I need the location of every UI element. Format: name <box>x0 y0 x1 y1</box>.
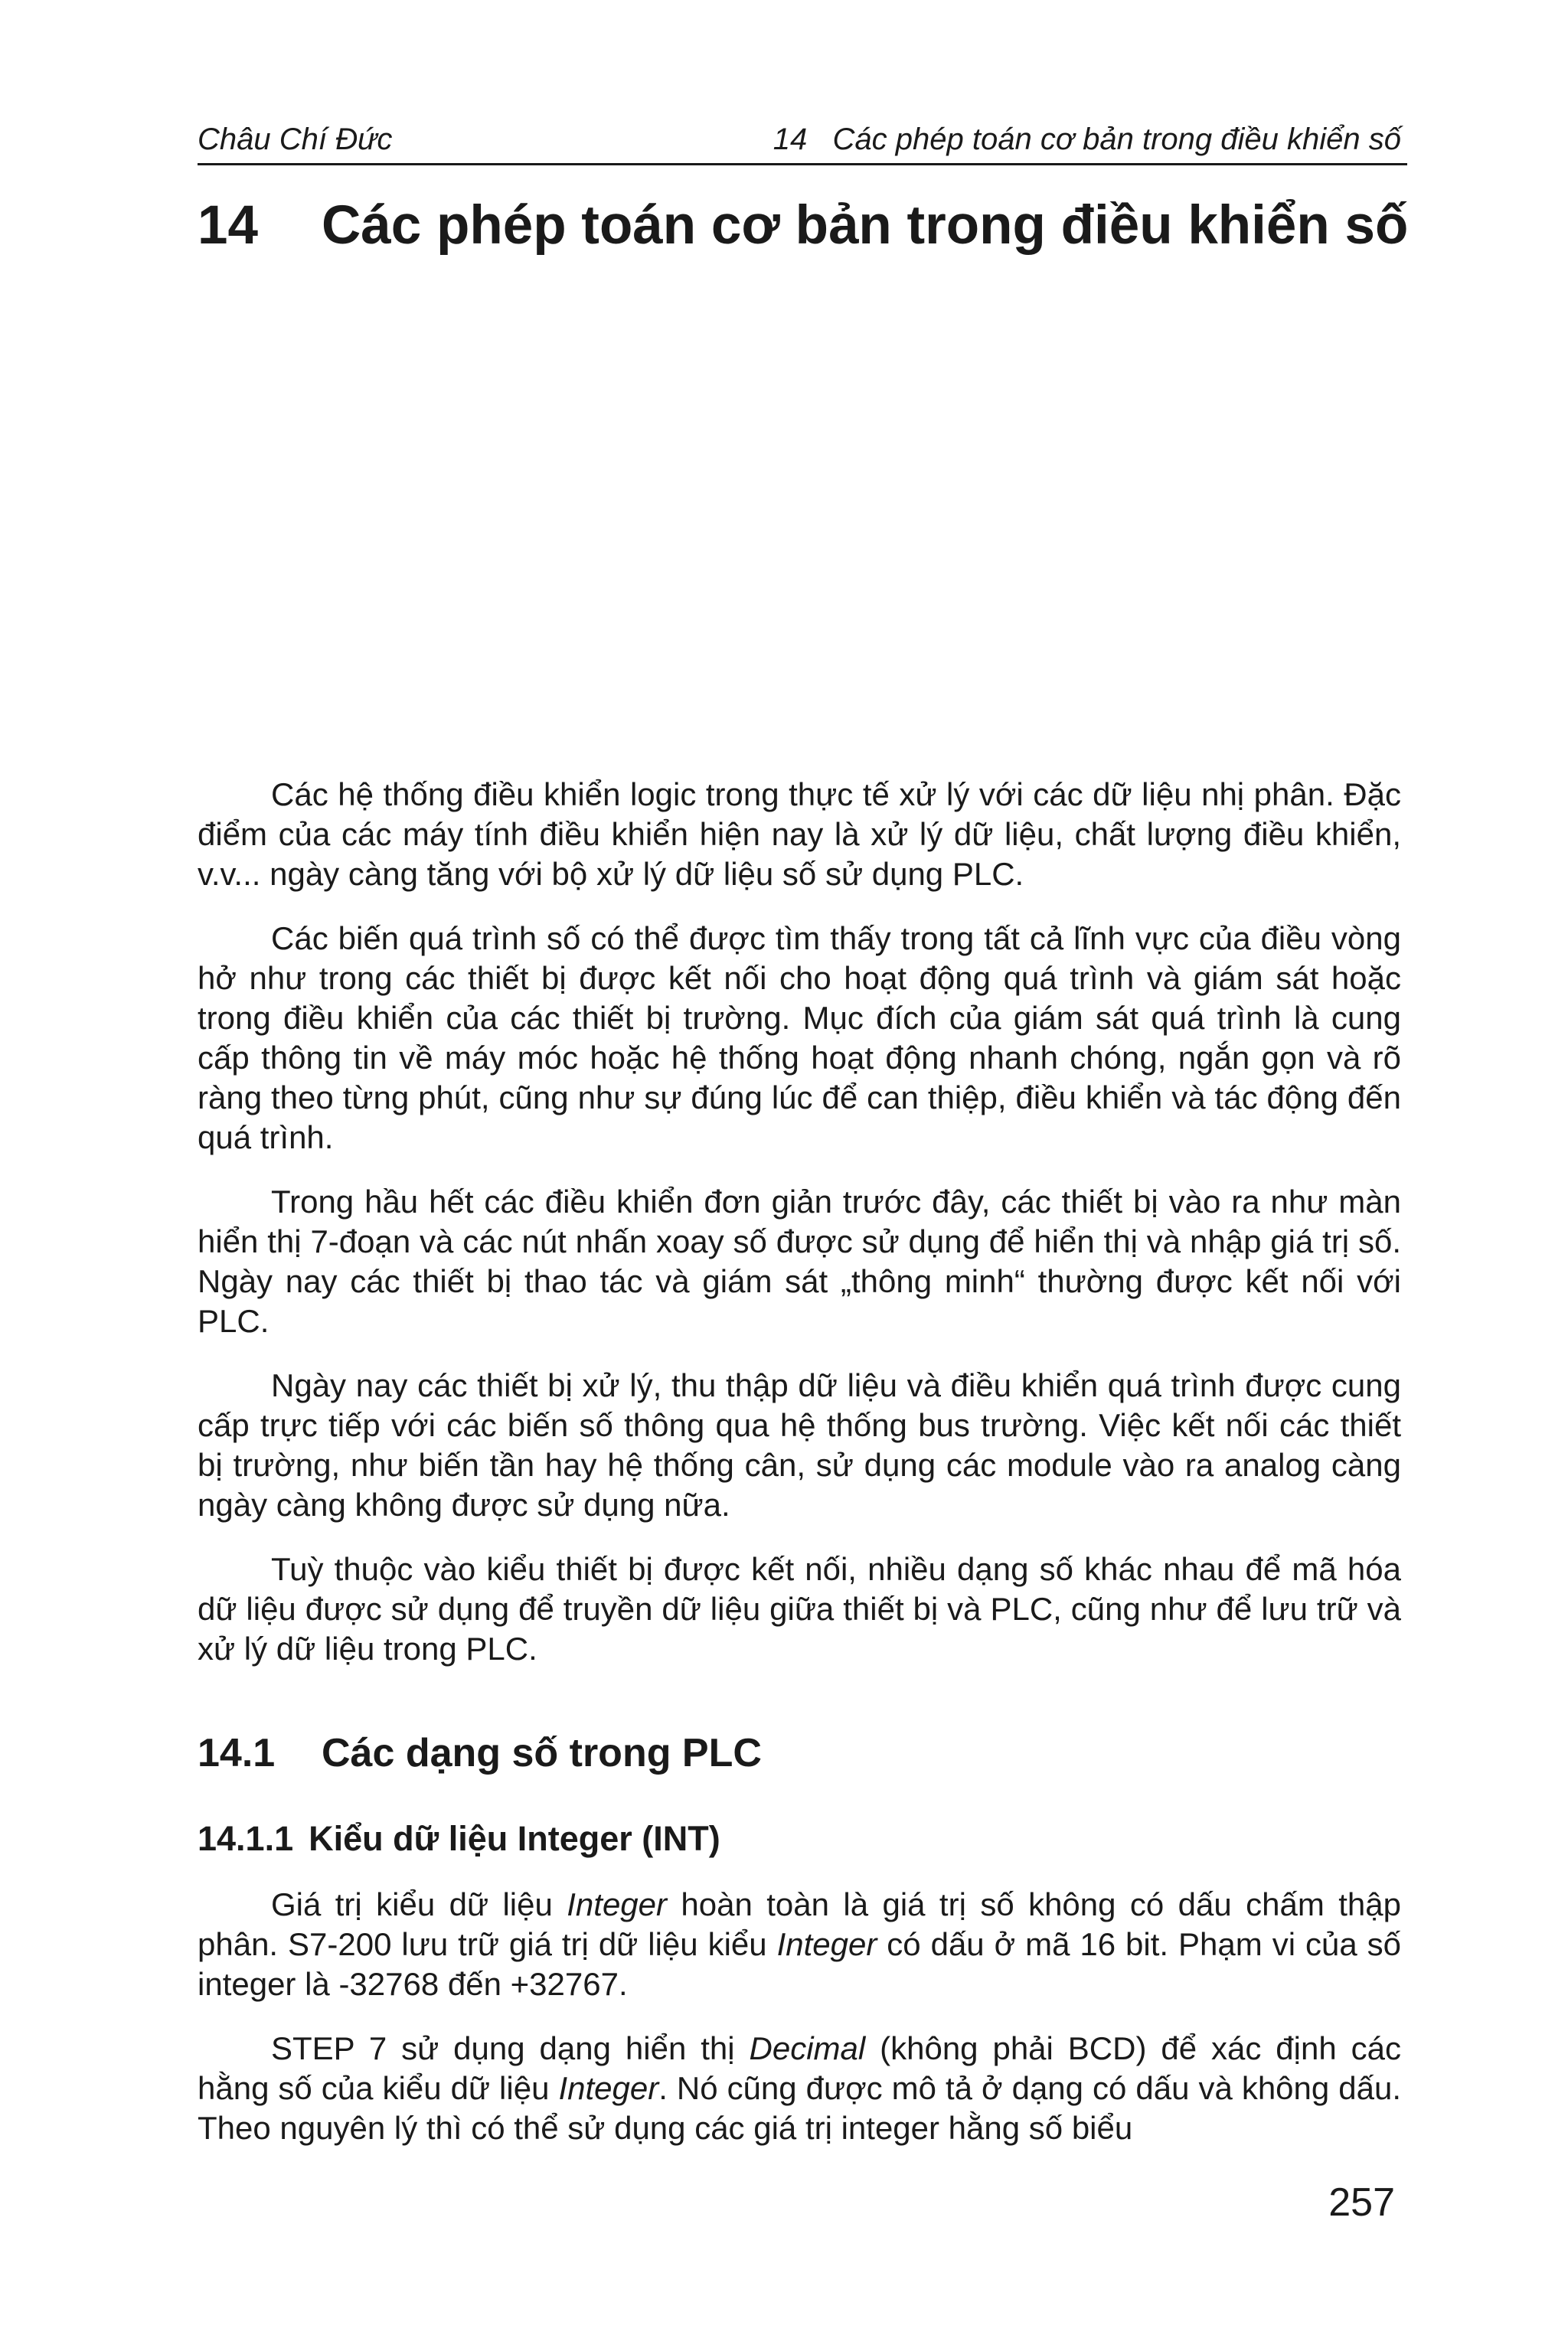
italic-term: Decimal <box>749 2030 866 2066</box>
page-number: 257 <box>1328 2180 1395 2225</box>
chapter-title <box>198 191 1423 260</box>
subsection-heading <box>198 1817 720 1860</box>
paragraph <box>198 2029 1401 2148</box>
italic-term: Integer <box>558 2070 659 2106</box>
subsection-title: Kiểu dữ liệu Integer (INT) <box>309 1819 720 1858</box>
running-header <box>198 115 1401 158</box>
chapter-title-text: Các phép toán cơ bản trong điều khiển số <box>322 195 1409 256</box>
section-number: 14.1 <box>198 1731 276 1775</box>
paragraph: Tuỳ thuộc vào kiểu thiết bị được kết nối, nhiều dạng số khác nhau để mã hóa dữ liệu được sử dụng để truyền dữ liệu giữa thiết bị và PLC, cũng như để lưu trữ và xử lý dữ liệu trong PLC. <box>198 1551 1401 1667</box>
paragraph <box>198 1885 1401 2004</box>
section-title: Các dạng số trong PLC <box>322 1731 762 1775</box>
header-rule <box>198 163 1407 165</box>
paragraph: Các hệ thống điều khiển logic trong thực tế xử lý với các dữ liệu nhị phân. Đặc điểm của các máy tính điều khiển hiện nay là xử lý dữ liệu, chất lượng điều khiển, v.v... ngày càng tăng với bộ xử lý dữ liệu số sử dụng PLC. <box>198 776 1401 892</box>
text-run: có dấu ở mã 16 bit. Phạm vi của số integer là -32768 đến +32767. <box>198 1926 1401 2002</box>
text-run: Giá trị kiểu dữ liệu <box>271 1886 567 1922</box>
header-chapter-ref: 14 Các phép toán cơ bản trong điều khiển số <box>773 122 1401 156</box>
text-run: . Nó cũng được mô tả ở dạng có dấu và không dấu. Theo nguyên lý thì có thể sử dụng các giá trị integer hằng số biểu <box>198 2070 1401 2146</box>
intro-text <box>198 775 1401 1693</box>
italic-term: Integer <box>567 1886 668 1922</box>
subsection-text <box>198 1885 1401 2173</box>
header-author: Châu Chí Đức <box>198 122 393 156</box>
text-run: STEP 7 sử dụng dạng hiển thị <box>271 2030 750 2066</box>
section-heading <box>198 1729 762 1778</box>
paragraph: Các biến quá trình số có thể được tìm thấy trong tất cả lĩnh vực của điều vòng hở như trong các thiết bị được kết nối cho hoạt động quá trình và giám sát hoặc trong điều khiển của các thiết bị trường. Mục đích của giám sát quá trình là cung cấp thông tin về máy móc hoặc hệ thống hoạt động nhanh chóng, ngắn gọn và rõ ràng theo từng phút, cũng như sự đúng lúc để can thiệp, điều khiển và tác động đến quá trình. <box>198 920 1401 1155</box>
paragraph: Ngày nay các thiết bị xử lý, thu thập dữ liệu và điều khiển quá trình được cung cấp trực tiếp với các biến số thông qua hệ thống bus trường. Việc kết nối các thiết bị trường, như biến tần hay hệ thống cân, sử dụng các module vào ra analog càng ngày càng không được sử dụng nữa. <box>198 1367 1401 1523</box>
chapter-number: 14 <box>198 195 258 256</box>
italic-term: Integer <box>776 1926 877 1962</box>
paragraph: Trong hầu hết các điều khiển đơn giản trước đây, các thiết bị vào ra như màn hiển thị 7-đoạn và các nút nhấn xoay số được sử dụng để hiển thị và nhập giá trị số. Ngày nay các thiết bị thao tác và giám sát „thông minh“ thường được kết nối với PLC. <box>198 1184 1401 1339</box>
text-run: hoàn toàn là giá trị số không có dấu chấm thập phân. S7-200 lưu trữ giá trị dữ liệu kiểu <box>198 1886 1401 1962</box>
subsection-number: 14.1.1 <box>198 1819 294 1858</box>
text-run: (không phải BCD) để xác định các hằng số của kiểu dữ liệu <box>198 2030 1401 2106</box>
